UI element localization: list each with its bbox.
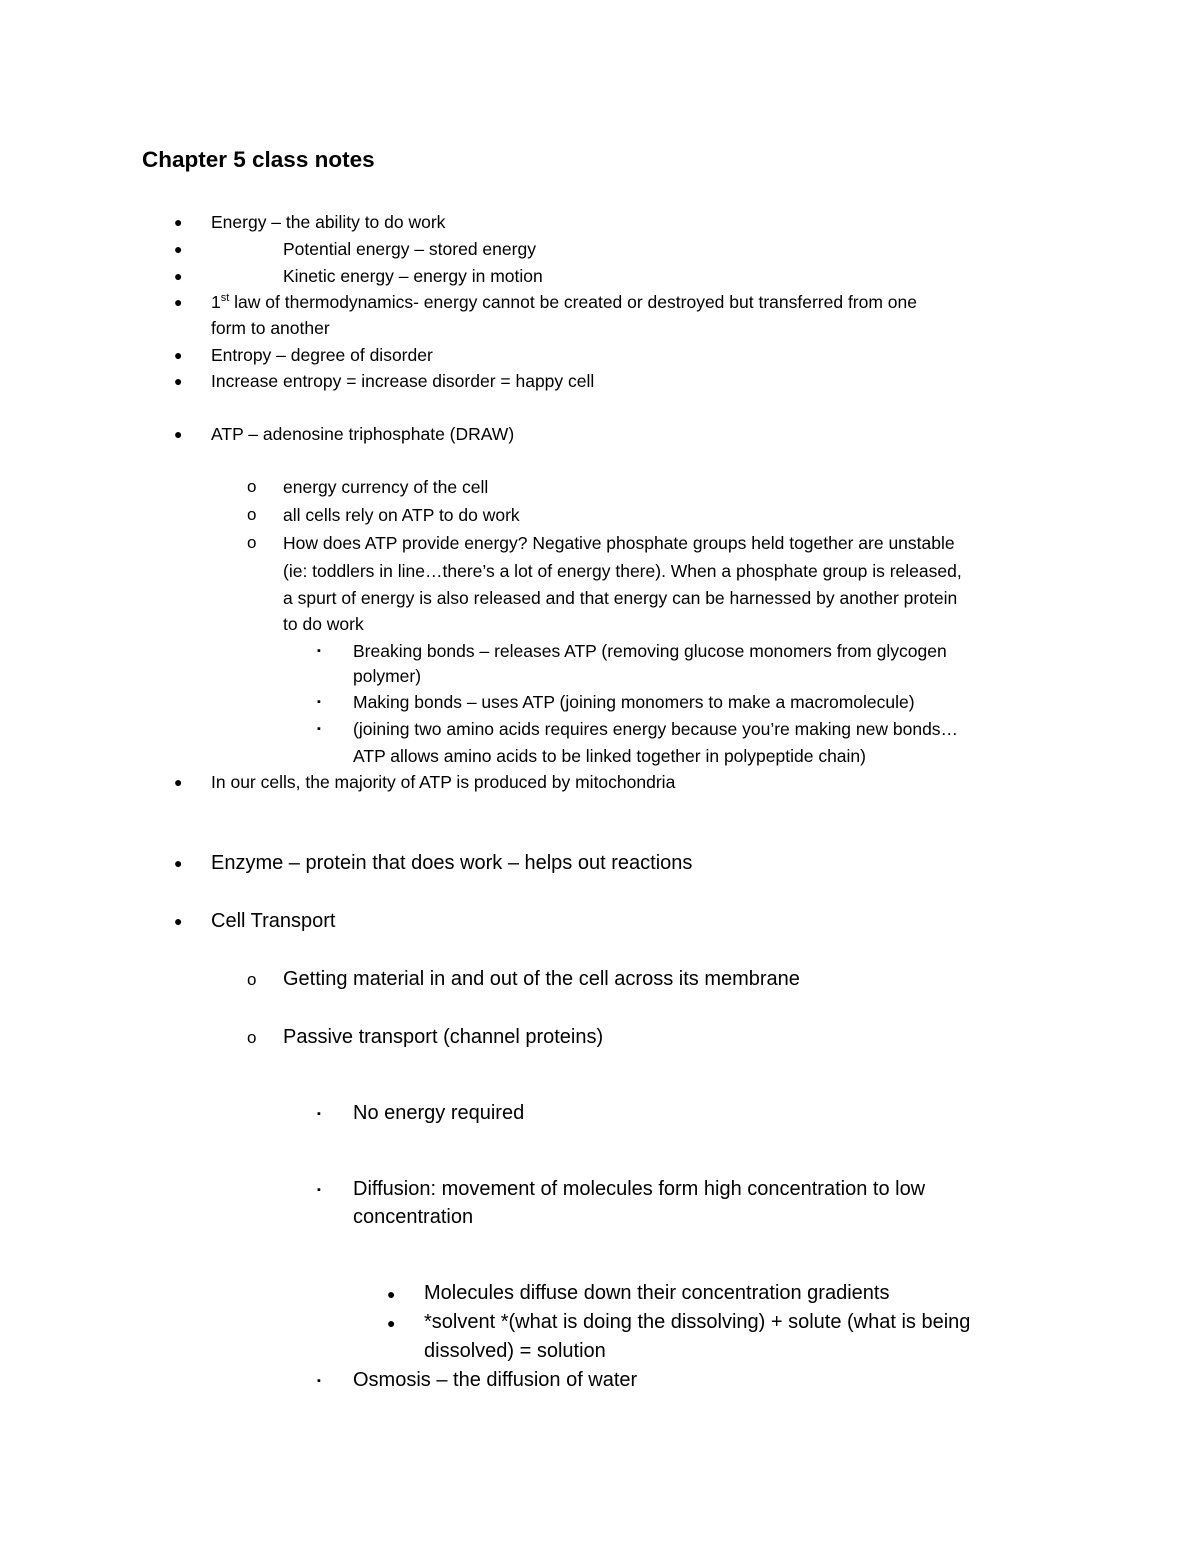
note-joining-amino-acids-cont: ATP allows amino acids to be linked together in polypeptide chain) <box>353 746 866 766</box>
note-mitochondria: In our cells, the majority of ATP is produced by mitochondria <box>211 772 676 792</box>
bullet-icon: ● <box>387 1286 396 1302</box>
note-increase-entropy: Increase entropy = increase disorder = happy cell <box>211 371 595 391</box>
circle-bullet-icon: o <box>247 505 257 524</box>
bullet-icon: ● <box>174 426 183 442</box>
square-bullet-icon: ▪ <box>317 1375 321 1387</box>
bullet-icon: ● <box>174 347 183 363</box>
bullet-icon: ● <box>387 1315 396 1331</box>
note-how-atp-cont-1: (ie: toddlers in line…there’s a lot of energy there). When a phosphate group is released, <box>283 561 962 581</box>
note-osmosis: Osmosis – the diffusion of water <box>353 1369 638 1391</box>
circle-bullet-icon: o <box>247 533 257 552</box>
note-cells-rely: all cells rely on ATP to do work <box>283 505 520 525</box>
note-getting-material: Getting material in and out of the cell across its membrane <box>283 968 800 990</box>
note-first-law <box>211 291 917 313</box>
note-joining-amino-acids: (joining two amino acids requires energy because you’re making new bonds… <box>353 719 959 739</box>
note-breaking-bonds-cont: polymer) <box>353 666 422 686</box>
note-enzyme: Enzyme – protein that does work – helps out reactions <box>211 852 693 874</box>
circle-bullet-icon: o <box>247 477 257 496</box>
note-how-atp-cont-2: a spurt of energy is also released and that energy can be harnessed by another protein <box>283 588 958 608</box>
note-kinetic-energy: Kinetic energy – energy in motion <box>283 266 543 286</box>
square-bullet-icon: ▪ <box>317 1108 321 1120</box>
note-making-bonds: Making bonds – uses ATP (joining monomers to make a macromolecule) <box>353 692 915 712</box>
bullet-icon: ● <box>174 268 183 284</box>
square-bullet-icon: ▪ <box>317 723 321 735</box>
bullet-icon: ● <box>174 214 183 230</box>
square-bullet-icon: ▪ <box>317 1184 321 1196</box>
note-energy: Energy – the ability to do work <box>211 212 446 232</box>
note-entropy: Entropy – degree of disorder <box>211 345 433 365</box>
note-breaking-bonds: Breaking bonds – releases ATP (removing glucose monomers from glycogen <box>353 641 947 661</box>
bullet-icon: ● <box>174 241 183 257</box>
note-diffusion-cont: concentration <box>353 1206 474 1228</box>
first-law-text: law of thermodynamics- energy cannot be created or destroyed but transferred from one <box>229 292 918 312</box>
note-no-energy: No energy required <box>353 1102 525 1124</box>
note-energy-currency: energy currency of the cell <box>283 477 489 497</box>
square-bullet-icon: ▪ <box>317 696 321 708</box>
note-how-atp: How does ATP provide energy? Negative phosphate groups held together are unstable <box>283 533 955 553</box>
note-diffusion: Diffusion: movement of molecules form high concentration to low <box>353 1178 926 1200</box>
page-title: Chapter 5 class notes <box>142 147 375 172</box>
note-first-law-cont: form to another <box>211 318 330 338</box>
first-law-superscript: st <box>220 292 230 305</box>
bullet-icon: ● <box>174 913 183 929</box>
note-atp: ATP – adenosine triphosphate (DRAW) <box>211 424 515 444</box>
note-solvent: *solvent *(what is doing the dissolving) + solute (what is being <box>424 1311 971 1333</box>
note-potential-energy: Potential energy – stored energy <box>283 239 536 259</box>
bullet-icon: ● <box>174 373 183 389</box>
note-solvent-cont: dissolved) = solution <box>424 1340 606 1362</box>
bullet-icon: ● <box>174 294 183 310</box>
first-law-number: 1 <box>211 292 221 312</box>
bullet-icon: ● <box>174 855 183 871</box>
note-how-atp-cont-3: to do work <box>283 614 364 634</box>
note-cell-transport: Cell Transport <box>211 910 336 932</box>
circle-bullet-icon: o <box>247 970 257 989</box>
square-bullet-icon: ▪ <box>317 645 321 657</box>
note-gradients: Molecules diffuse down their concentration gradients <box>424 1282 890 1304</box>
note-passive-transport: Passive transport (channel proteins) <box>283 1026 604 1048</box>
bullet-icon: ● <box>174 774 183 790</box>
circle-bullet-icon: o <box>247 1028 257 1047</box>
